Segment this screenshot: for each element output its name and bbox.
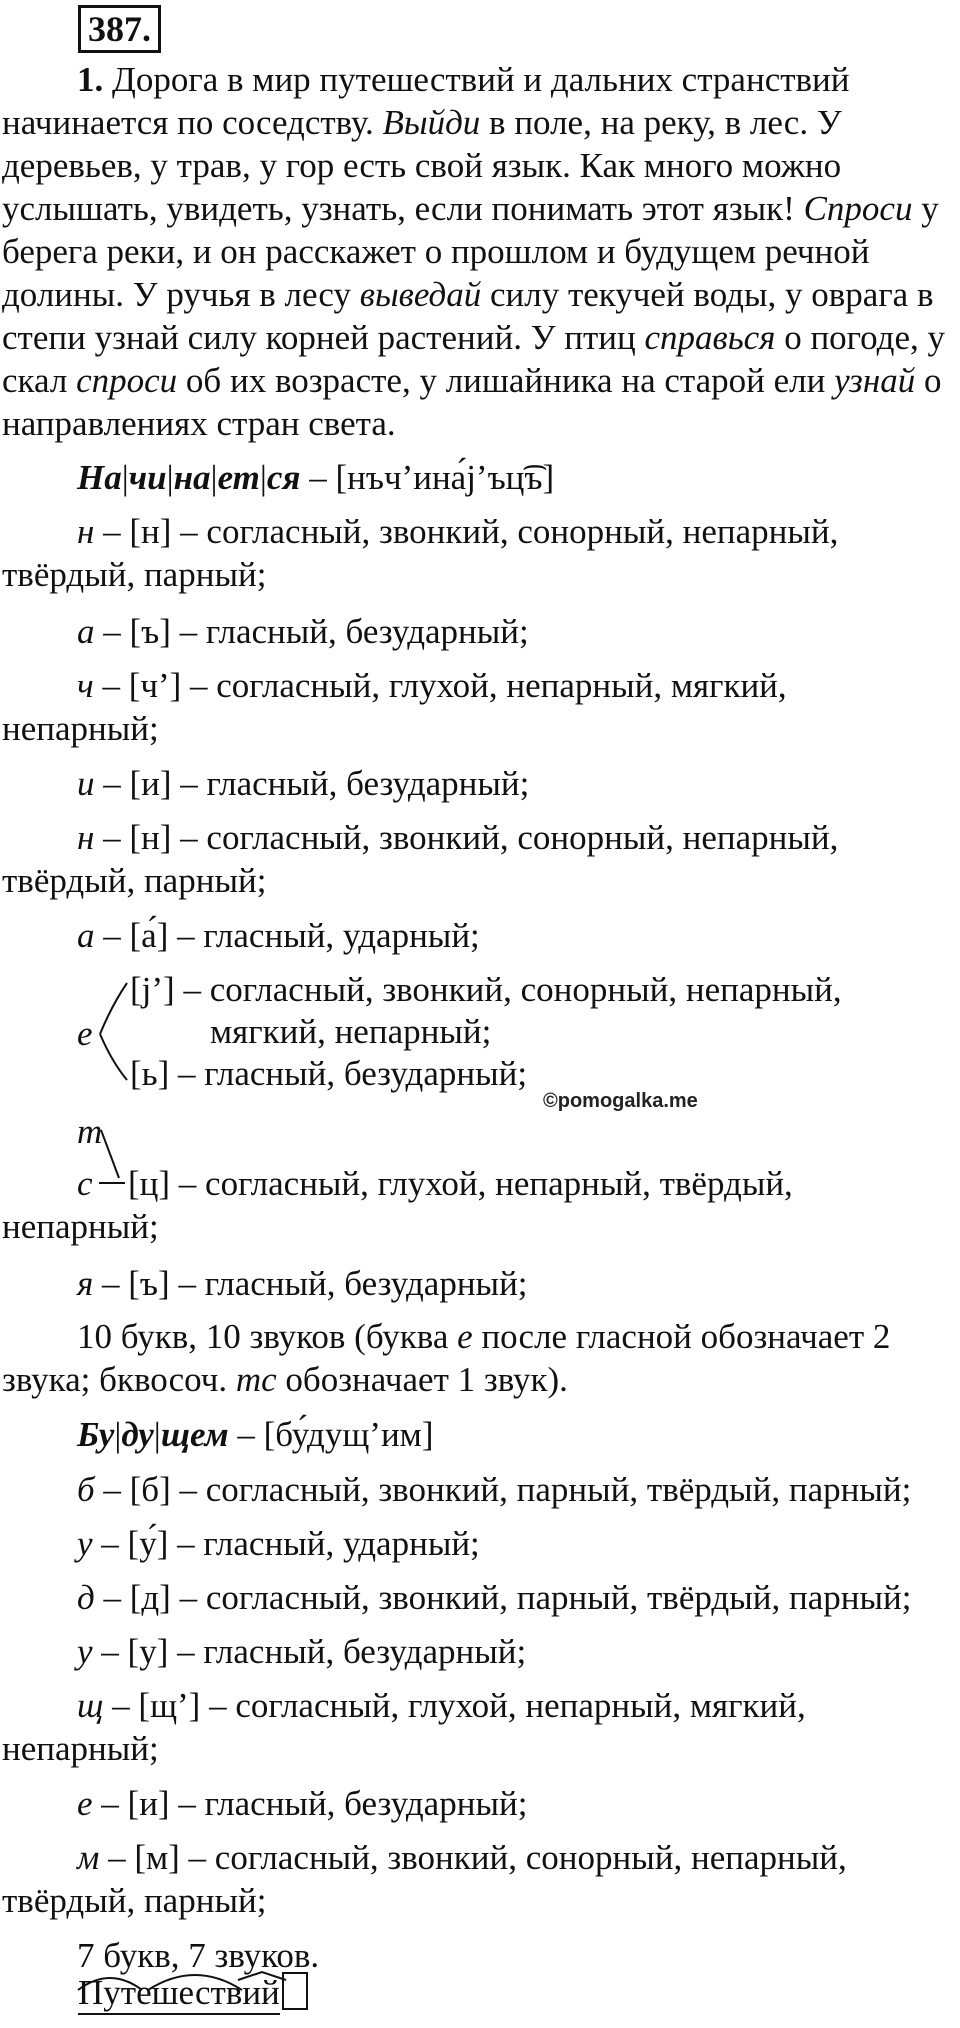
line-text: – [н] – согласный, звонкий, сонорный, непарный, bbox=[103, 818, 839, 857]
line-text: – [а́] – гласный, ударный; bbox=[103, 916, 480, 955]
syllable: ет bbox=[217, 458, 260, 497]
syllable: на bbox=[173, 458, 211, 497]
syllable: ся bbox=[266, 458, 301, 497]
letter: ч bbox=[77, 666, 94, 705]
text-segment: силу текучей воды, у оврага в степи узнай силу корней растений. У птиц bbox=[2, 275, 934, 357]
summary-italic: е bbox=[457, 1317, 473, 1356]
letter-t: т bbox=[77, 1112, 103, 1151]
summary-text: после гласной обозначает 2 звука; бквосоч. bbox=[2, 1317, 891, 1399]
syllable: ду bbox=[121, 1415, 154, 1454]
line-text: – [ч’] – согласный, глухой, непарный, мягкий, bbox=[102, 666, 787, 705]
text-segment: об их возрасте, у лишайника на старой ели bbox=[177, 361, 835, 400]
letter: а bbox=[77, 916, 95, 955]
syllable: На bbox=[77, 458, 122, 497]
line-text: – [ъ] – гласный, безударный; bbox=[102, 1264, 528, 1303]
item-number: 1. bbox=[77, 60, 104, 99]
line-continuation: непарный; bbox=[2, 709, 159, 748]
letter: б bbox=[77, 1470, 95, 1509]
line-text: – [д] – согласный, звонкий, парный, твёрдый, парный; bbox=[103, 1578, 912, 1617]
e-sound-1: [j’] – согласный, звонкий, сонорный, непарный, bbox=[130, 970, 842, 1009]
line-text: – [н] – согласный, звонкий, сонорный, непарный, bbox=[103, 512, 839, 551]
morpheme-word-text: Путешествий bbox=[78, 1973, 280, 2015]
word2-summary: 7 букв, 7 звуков. bbox=[77, 1936, 320, 1975]
word2-heading: Бу|ду|щем – [бу́дущ’им] bbox=[77, 1415, 434, 1454]
italic-word: Выйди bbox=[382, 103, 481, 142]
letter-e: е bbox=[77, 1014, 93, 1053]
letter: н bbox=[77, 818, 95, 857]
line-text: – [и] – гласный, безударный; bbox=[103, 764, 530, 803]
e-sound-2: [ь] – гласный, безударный; bbox=[130, 1054, 528, 1093]
italic-word: Спроси bbox=[803, 189, 913, 228]
letter: е bbox=[77, 1784, 93, 1823]
text-segment: о направлениях стран света. bbox=[2, 361, 942, 443]
word1-heading: На|чи|на|ет|ся – [нъч’ина́j’ъц͡ъ] bbox=[77, 458, 555, 497]
italic-word: справься bbox=[644, 318, 776, 357]
line-text: – [и] – гласный, безударный; bbox=[101, 1784, 528, 1823]
transcription: – [нъч’ина́j’ъц͡ъ] bbox=[309, 458, 555, 497]
transcription: – [бу́дущ’им] bbox=[237, 1415, 434, 1454]
italic-word: спроси bbox=[76, 361, 178, 400]
letter: и bbox=[77, 764, 95, 803]
syllable: Бу bbox=[77, 1415, 115, 1454]
line-text: – [у́] – гласный, ударный; bbox=[101, 1524, 480, 1563]
line-text: – [ъ] – гласный, безударный; bbox=[103, 612, 529, 651]
letter-s: с bbox=[77, 1164, 93, 1203]
line-text: – [щ’] – согласный, глухой, непарный, мягкий, bbox=[112, 1686, 806, 1725]
line-text: – [б] – согласный, звонкий, парный, твёрдый, парный; bbox=[103, 1470, 912, 1509]
syllable: чи bbox=[128, 458, 167, 497]
letter: н bbox=[77, 512, 95, 551]
ts-text: [ц] – согласный, глухой, непарный, твёрдый, bbox=[128, 1164, 793, 1203]
text-segment: у берега реки, и он расскажет о прошлом и будущем речной долины. У ручья в лесу bbox=[2, 189, 939, 314]
line-continuation: непарный; bbox=[2, 1729, 159, 1768]
text-segment: Дорога в мир путешествий и дальних странствий начинается по соседству. bbox=[2, 60, 850, 142]
watermark: ©pomogalka.me bbox=[543, 1090, 698, 1112]
letter: щ bbox=[77, 1686, 104, 1725]
text-segment: в поле, на реку, в лес. У деревьев, у трав, у гор есть свой язык. Как много можно услышать, увидеть, узнать, если понимать этот язык! bbox=[2, 103, 842, 228]
letter: м bbox=[77, 1838, 100, 1877]
letter: у bbox=[77, 1524, 93, 1563]
text-segment: о погоде, у скал bbox=[2, 318, 945, 400]
line-text: – [у] – гласный, безударный; bbox=[101, 1632, 527, 1671]
letter: у bbox=[77, 1632, 93, 1671]
line-continuation: твёрдый, парный; bbox=[2, 555, 267, 594]
line-text: – [м] – согласный, звонкий, сонорный, непарный, bbox=[108, 1838, 847, 1877]
e-sound-1-cont: мягкий, непарный; bbox=[210, 1012, 492, 1051]
italic-word: узнай bbox=[834, 361, 916, 400]
ts-cont: непарный; bbox=[2, 1207, 159, 1246]
summary-text: 10 букв, 10 звуков (буква bbox=[77, 1317, 458, 1356]
letter: д bbox=[77, 1578, 95, 1617]
italic-word: выведай bbox=[359, 275, 482, 314]
summary-text: обозначает 1 звук). bbox=[276, 1360, 568, 1399]
line-continuation: твёрдый, парный; bbox=[2, 1881, 267, 1920]
letter: я bbox=[77, 1264, 94, 1303]
line-continuation: твёрдый, парный; bbox=[2, 861, 267, 900]
summary-italic: тс bbox=[235, 1360, 277, 1399]
letter: а bbox=[77, 612, 95, 651]
syllable: щем bbox=[160, 1415, 229, 1454]
exercise-number: 387. bbox=[78, 5, 161, 53]
